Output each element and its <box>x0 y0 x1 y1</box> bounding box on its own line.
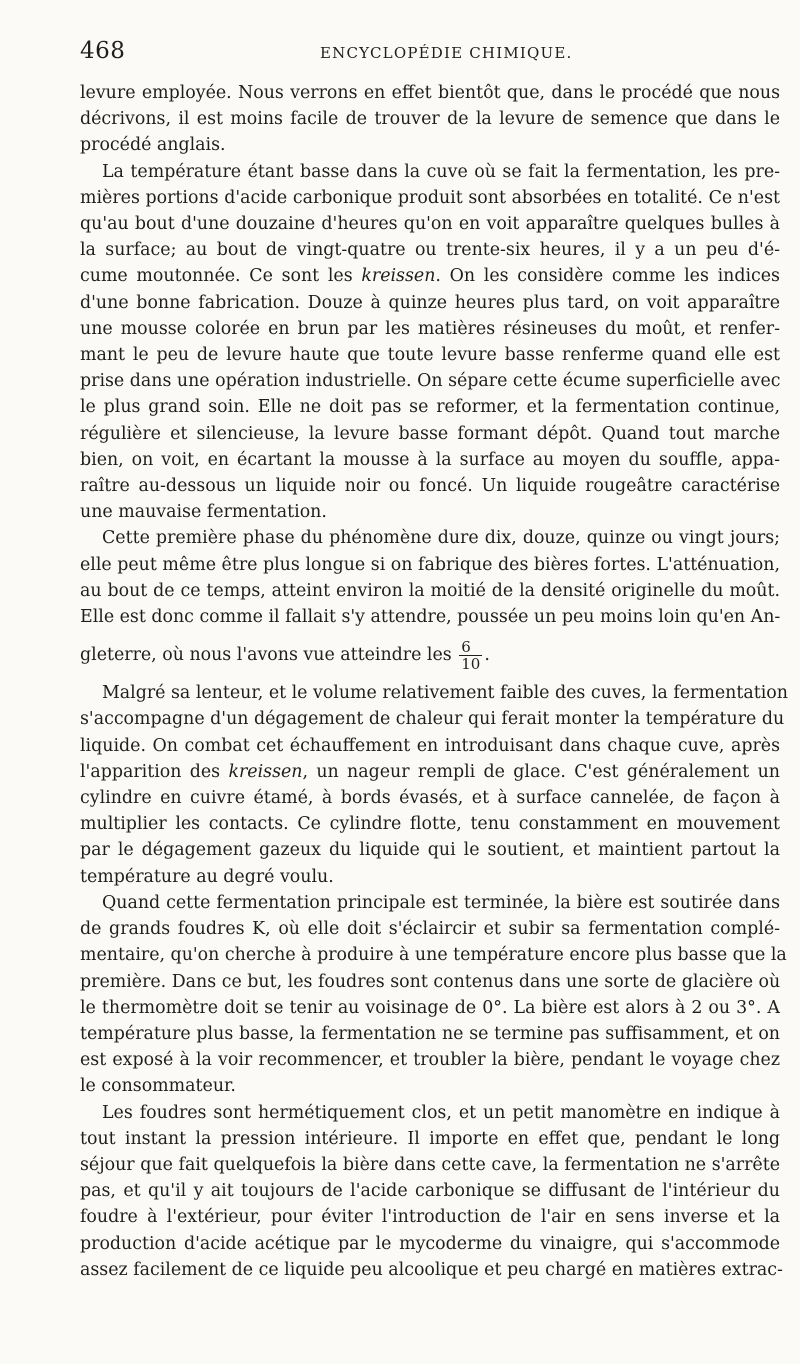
text-line: s'accompagne d'un dégagement de chaleur qui ferait monter la température du <box>80 709 785 730</box>
text-run: . <box>484 645 490 666</box>
text-line: cylindre en cuivre étamé, à bords évasés, et à surface cannelée, de façon à <box>80 788 780 809</box>
text-line: foudre à l'extérieur, pour éviter l'introduction de l'air en sens inverse et la <box>80 1207 780 1228</box>
text-line: Cette première phase du phénomène dure dix, douze, quinze ou vingt jours; <box>102 528 780 549</box>
text-line <box>80 263 780 289</box>
text-line <box>80 759 780 785</box>
text-line: tout instant la pression intérieure. Il importe en effet que, pendant le long <box>80 1128 780 1149</box>
text-line: Les foudres sont hermétiquement clos, et un petit manomètre en indique à <box>102 1102 780 1123</box>
text-line: une mousse colorée en brun par les matières résineuses du moût, et renfer- <box>80 318 780 339</box>
text-line: le consommateur. <box>80 1076 236 1097</box>
text-line: décrivons, il est moins facile de trouver de la levure de semence que dans le <box>80 109 780 130</box>
text-line: une mauvaise fermentation. <box>80 502 327 523</box>
text-line: mant le peu de levure haute que toute levure basse renferme quand elle est <box>80 345 780 366</box>
text-run: . On les considère comme les indices <box>435 266 780 287</box>
text-line: la surface; au bout de vingt-quatre ou trente-six heures, il y a un peu d'é- <box>80 240 780 261</box>
fraction-denominator: 10 <box>461 655 481 674</box>
page-header <box>80 38 770 68</box>
text-line: qu'au bout d'une douzaine d'heures qu'on en voit apparaître quelques bulles à <box>80 214 780 235</box>
text-line: mentaire, qu'on cherche à produire à une température encore plus basse que la <box>80 945 787 966</box>
text-run: , un nageur rempli de glace. C'est généralement un <box>302 761 780 782</box>
text-line: par le dégagement gazeux du liquide qui le soutient, et maintient partout la <box>80 840 780 861</box>
page-number: 468 <box>80 38 126 64</box>
italic-term: kreissen <box>361 266 436 287</box>
text-line: production d'acide acétique par le mycoderme du vinaigre, qui s'accommode <box>80 1233 780 1254</box>
text-line: bien, on voit, en écartant la mousse à la surface au moyen du souffle, appa- <box>80 449 780 470</box>
text-line: levure employée. Nous verrons en effet bientôt que, dans le procédé que nous <box>80 83 780 103</box>
text-line: est exposé à la voir recommencer, et troubler la bière, pendant le voyage chez <box>80 1050 780 1071</box>
text-line: température plus basse, la fermentation ne se termine pas suffisamment, et on <box>80 1023 780 1044</box>
italic-term: kreissen <box>228 761 303 782</box>
text-line: pas, et qu'il y ait toujours de l'acide carbonique se diffusant de l'intérieur du <box>80 1181 780 1202</box>
text-line: température au degré voulu. <box>80 866 334 887</box>
text-line: elle peut même être plus longue si on fabrique des bières fortes. L'atténuation, <box>80 554 780 575</box>
text-line: première. Dans ce but, les foudres sont contenus dans une sorte de glacière où <box>80 971 781 992</box>
text-line: procédé anglais. <box>80 135 226 156</box>
text-line: Quand cette fermentation principale est terminée, la bière est soutirée dans <box>102 892 780 913</box>
text-line: le thermomètre doit se tenir au voisinage de 0°. La bière est alors à 2 ou 3°. A <box>80 997 780 1018</box>
text-line: régulière et silencieuse, la levure basse formant dépôt. Quand tout marche <box>80 423 780 444</box>
text-line: multiplier les contacts. Ce cylindre flotte, tenu constamment en mouvement <box>80 814 780 835</box>
text-line: assez facilement de ce liquide peu alcoolique et peu chargé en matières extrac- <box>80 1259 783 1280</box>
text-line <box>80 630 780 680</box>
text-line: de grands foudres K, où elle doit s'éclaircir et subir sa fermentation complé- <box>80 919 780 940</box>
text-line: Malgré sa lenteur, et le volume relativement faible des cuves, la fermentation <box>102 683 788 704</box>
fraction <box>459 639 482 672</box>
text-run: cume moutonnée. Ce sont les <box>80 266 362 287</box>
text-line: le plus grand soin. Elle ne doit pas se reformer, et la fermentation continue, <box>80 397 780 418</box>
text-line: prise dans une opération industrielle. On sépare cette écume superficielle avec <box>80 371 781 392</box>
text-line: liquide. On combat cet échauffement en introduisant dans chaque cuve, après <box>80 735 780 756</box>
text-run: l'apparition des <box>80 761 229 782</box>
body-text <box>80 80 788 1283</box>
text-line: raître au-dessous un liquide noir ou foncé. Un liquide rougeâtre caractérise <box>80 476 780 497</box>
text-line: au bout de ce temps, atteint environ la moitié de la densité originelle du moût. <box>80 580 780 601</box>
text-line: mières portions d'acide carbonique produit sont absorbées en totalité. Ce n'est <box>80 187 780 208</box>
text-run: gleterre, où nous l'avons vue atteindre les <box>80 645 458 666</box>
running-title: ENCYCLOPÉDIE CHIMIQUE. <box>320 44 573 62</box>
text-line: Elle est donc comme il fallait s'y attendre, poussée un peu moins loin qu'en An- <box>80 607 781 628</box>
text-line: séjour que fait quelquefois la bière dans cette cave, la fermentation ne s'arrête <box>80 1154 780 1175</box>
text-line: La température étant basse dans la cuve où se fait la fermentation, les pre- <box>102 161 780 182</box>
fraction-numerator: 6 <box>459 639 482 656</box>
text-line: d'une bonne fabrication. Douze à quinze heures plus tard, on voit apparaître <box>80 292 780 313</box>
